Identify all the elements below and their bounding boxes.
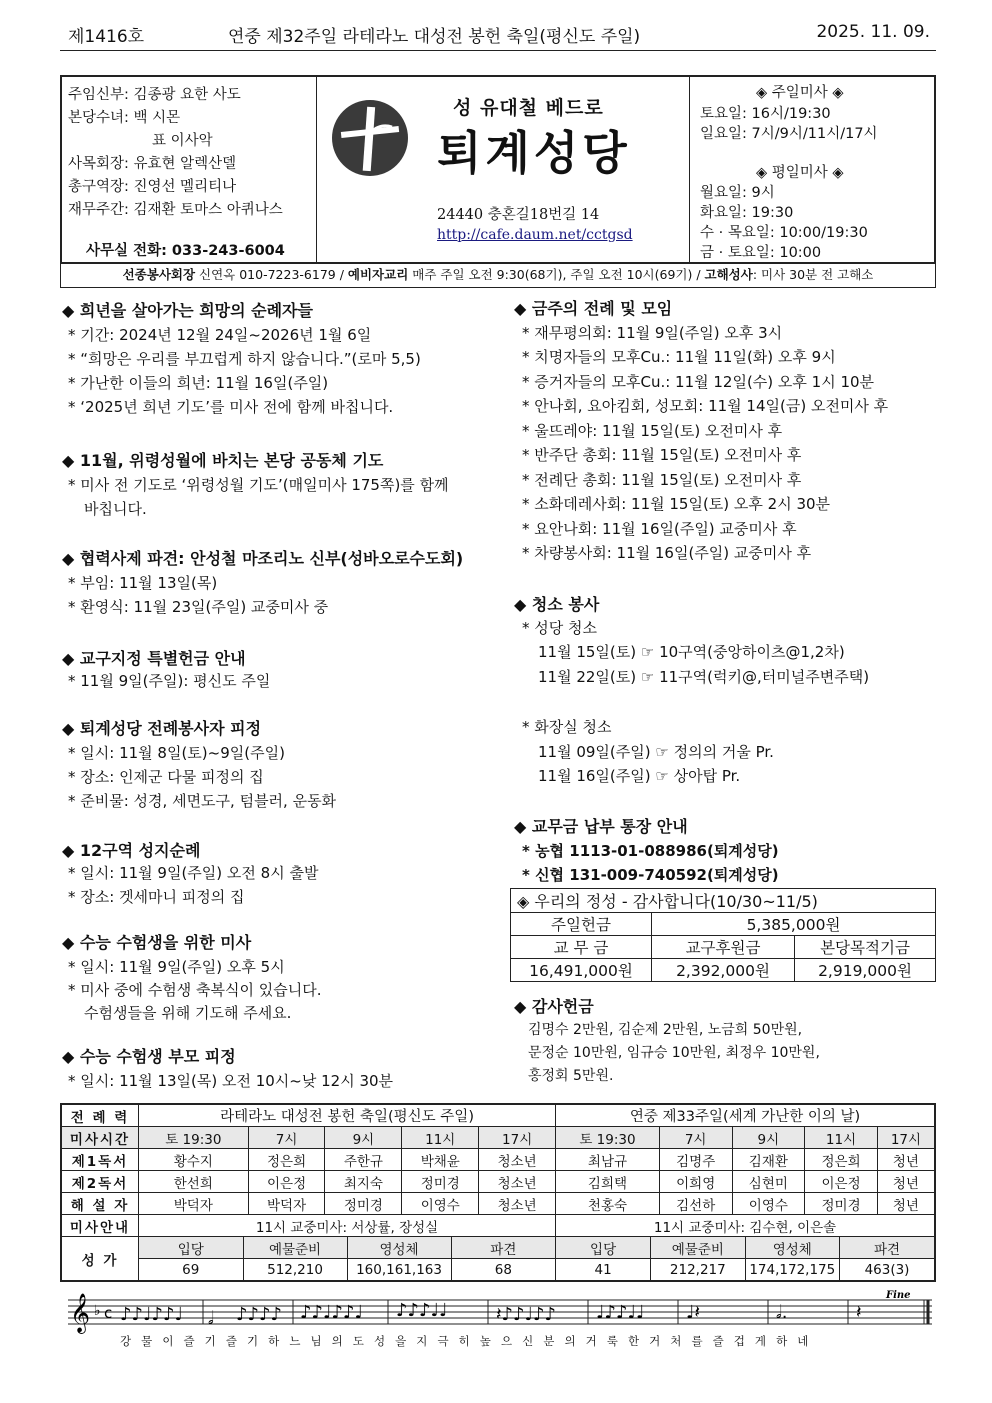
sunday-mass-line: 토요일: 16시/19:30: [700, 106, 831, 122]
hymn-number: 160,161,163: [347, 1259, 451, 1281]
reader-cell: 주한규: [325, 1149, 402, 1171]
sunday-mass-title: ◈ 주일미사 ◈: [756, 85, 844, 101]
reader-cell: 한선희: [139, 1171, 249, 1193]
svg-text:𝅗𝅥: 𝅗𝅥: [208, 1308, 214, 1329]
section-item: * 준비물: 성경, 세면도구, 텀블러, 운동화: [68, 792, 337, 810]
section-title: ◆ 11월, 위령성월에 바치는 본당 공동체 기도: [62, 451, 384, 470]
offering-header: 교 무 금: [511, 936, 652, 959]
section-item: 수험생들을 위해 기도해 주세요.: [84, 1004, 292, 1022]
common-time-icon: c: [104, 1304, 113, 1322]
office-phone: 사무실 전화: 033-243-6004: [86, 243, 285, 259]
section-item: * 일시: 11월 9일(주일) 오전 8시 출발: [68, 864, 319, 882]
section-item: * 장소: 인제군 다물 피정의 집: [68, 768, 264, 786]
hymn-number: 463(3): [840, 1259, 934, 1281]
meeting-item: * 치명자들의 모후Cu.: 11월 11일(화) 오후 9시: [522, 348, 836, 366]
section-title: ◆ 수능 수험생을 위한 미사: [62, 933, 252, 952]
reader-cell: 청소년: [479, 1149, 556, 1171]
reader-cell: 김명주: [659, 1149, 732, 1171]
hymn-head: 입당: [556, 1237, 650, 1259]
thanks-line: 문정순 10만원, 임규승 10만원, 최정우 10만원,: [528, 1045, 820, 1061]
info-text: 매주 주일 오전 9:30(68기), 주일 오전 10시(69기) /: [408, 267, 705, 282]
section-item: * 가난한 이들의 희년: 11월 16일(주일): [68, 374, 329, 392]
meeting-item: * 안나회, 요아킴회, 성모회: 11월 14일(금) 오전미사 후: [522, 397, 889, 415]
commentator-cell: 천홍숙: [556, 1193, 660, 1215]
reader-cell: 심현미: [732, 1171, 805, 1193]
info-text: : 미사 30분 전 고해소: [752, 267, 874, 282]
svg-text:♪♪♩♪♪♩: ♪♪♩♪♪♩: [300, 1302, 363, 1323]
meeting-item: * 증거자들의 모후Cu.: 11월 12일(수) 오후 1시 10분: [522, 373, 875, 391]
meeting-item: * 전례단 총회: 11월 15일(토) 오전미사 후: [522, 471, 802, 489]
svg-text:♪♪♪♩♩: ♪♪♪♩♩: [396, 1300, 448, 1321]
account-title: ◆ 교무금 납부 통장 안내: [514, 817, 688, 836]
reader-cell: 황수지: [139, 1149, 249, 1171]
cleaning-title: ◆ 청소 봉사: [514, 595, 600, 614]
section-title: ◆ 12구역 성지순례: [62, 841, 201, 860]
weekday-mass-line: 월요일: 9시: [700, 185, 775, 201]
meeting-item: * 소화데레사회: 11월 15일(토) 오후 2시 30분: [522, 495, 831, 513]
hymn-number: 41: [556, 1259, 650, 1281]
section-item: * 일시: 11월 9일(주일) 오후 5시: [68, 958, 285, 976]
weekday-mass-line: 수 · 목요일: 10:00/19:30: [700, 225, 868, 241]
mass-time: 토 19:30: [139, 1127, 249, 1149]
parish-patron: 성 유대철 베드로: [453, 97, 604, 119]
mass-time: 토 19:30: [556, 1127, 660, 1149]
mass-time: 17시: [877, 1127, 935, 1149]
hymn-lyrics: 강 물 이 즐 기 즐 기 하 느 님 의 도 성 을 지 극 히 높 으 신 분 의 거 룩 한 거 처 를 즐 겁 게 하 네: [120, 1334, 812, 1348]
commentator-cell: 청소년: [479, 1193, 556, 1215]
mass-time: 7시: [659, 1127, 732, 1149]
offering-sunday-label: 주일헌금: [511, 913, 652, 936]
commentator-cell: 박덕자: [248, 1193, 325, 1215]
mass-time: 9시: [732, 1127, 805, 1149]
mass-time: 7시: [248, 1127, 325, 1149]
row-label: 성 가: [61, 1237, 139, 1282]
section-item: * 일시: 11월 13일(목) 오전 10시~낮 12시 30분: [68, 1072, 394, 1090]
section-title: ◆ 퇴계성당 전례봉사자 피정: [62, 719, 262, 738]
info-label: 선종봉사회장: [122, 267, 196, 282]
parish-address: 24440 충혼길18번길 14: [437, 207, 600, 223]
weekday-mass-title: ◈ 평일미사 ◈: [756, 165, 844, 181]
liturgy-table: [60, 1103, 936, 1282]
offering-table: [510, 888, 936, 982]
info-text: 신연옥 010-7223-6179 /: [195, 267, 348, 282]
hymn-head: 파견: [873, 1241, 901, 1258]
melody-notes: [120, 1300, 862, 1329]
reader-cell: 최지숙: [325, 1171, 402, 1193]
offering-header: 교구후원금: [652, 936, 795, 959]
week1-title: 라테라노 대성전 봉헌 축일(평신도 주일): [139, 1104, 556, 1127]
mass-guide: 11시 교중미사: 김수현, 이은솔: [556, 1215, 935, 1237]
section-title: ◆ 교구지정 특별헌금 안내: [62, 649, 246, 668]
reader-cell: 이은정: [805, 1171, 878, 1193]
hymn-number: 512,210: [243, 1259, 347, 1281]
bulletin-title: 연중 제32주일 라테라노 대성전 봉헌 축일(평신도 주일): [228, 27, 641, 47]
thanks-line: 홍정회 5만원.: [528, 1068, 614, 1084]
thanks-title: ◆ 감사헌금: [514, 997, 594, 1016]
svg-text:♪♪♩♪♪♩: ♪♪♩♪♪♩: [120, 1304, 183, 1325]
info-label: 예비자교리: [347, 267, 409, 282]
parish-cafe-link[interactable]: http://cafe.daum.net/cctgsd: [437, 227, 633, 243]
hymn-head: 예물준비: [243, 1237, 347, 1259]
reader-cell: 최남규: [556, 1149, 660, 1171]
hymn-head: 파견: [490, 1241, 517, 1258]
reader-cell: 김재환: [732, 1149, 805, 1171]
week2-title: 연중 제33주일(세계 가난한 이의 날): [556, 1104, 935, 1127]
parish-masthead: [317, 77, 689, 262]
section-item: * 미사 중에 수험생 축복식이 있습니다.: [68, 981, 322, 999]
commentator-cell: 이영수: [402, 1193, 479, 1215]
hymn-head: 예물준비: [651, 1237, 745, 1259]
section-item: * 11월 9일(주일): 평신도 주일: [68, 672, 271, 690]
announcements-right: [514, 296, 936, 886]
weekday-mass-line: 금 · 토요일: 10:00: [700, 245, 822, 261]
meeting-item: * 차량봉사회: 11월 16일(주일) 교중미사 후: [522, 544, 812, 562]
offering-header: 본당목적기금: [795, 936, 936, 959]
cleaning-item: 11월 15일(토) ☞ 10구역(중앙하이츠@1,2차): [538, 643, 845, 661]
commentator-cell: 박덕자: [139, 1193, 249, 1215]
svg-text:♩♪♪♩♩: ♩♪♪♩♩: [596, 1302, 645, 1323]
section-title: ◆ 수능 수험생 부모 피정: [62, 1047, 236, 1066]
section-item: * 환영식: 11월 23일(주일) 교중미사 중: [68, 598, 329, 616]
svg-text:𝄽♪♪♩♪♪: 𝄽♪♪♩♪♪: [496, 1304, 556, 1325]
thanks-line: 김명수 2만원, 김순제 2만원, 노금희 50만원,: [528, 1022, 803, 1038]
week2-hymns: [556, 1237, 935, 1282]
reader-cell: 이희영: [659, 1171, 732, 1193]
commentator-cell: 정미경: [325, 1193, 402, 1215]
info-bar: [60, 264, 936, 288]
svg-text:𝅗𝅥.: 𝅗𝅥.: [776, 1302, 788, 1323]
parish-name: 퇴계성당: [437, 126, 631, 180]
meetings-title: ◆ 금주의 전례 및 모임: [514, 299, 673, 318]
offering-value: 2,392,000원: [652, 959, 795, 982]
mass-time: 9시: [325, 1127, 402, 1149]
row-label: 제2독서: [61, 1171, 139, 1193]
section-item: * 기간: 2024년 12월 24일~2026년 1월 6일: [68, 326, 372, 344]
fine-mark: Fine: [886, 1290, 911, 1301]
section-item: * 부임: 11월 13일(목): [68, 574, 218, 592]
mass-time: 11시: [805, 1127, 878, 1149]
cleaning-item: 11월 22일(토) ☞ 11구역(럭키@,터미널주변주택): [538, 668, 870, 686]
sunday-mass-line: 일요일: 7시/9시/11시/17시: [700, 126, 878, 142]
section-item: * 일시: 11월 8일(토)~9일(주일): [68, 744, 285, 762]
section-item: * 장소: 겟세마니 피정의 집: [68, 888, 245, 906]
hymn-number: 174,172,175: [745, 1259, 839, 1281]
hymn-head: 영성체: [745, 1237, 839, 1259]
staff-line: 본당수녀: 백 시몬: [68, 110, 181, 126]
reader-cell: 김희택: [556, 1171, 660, 1193]
music-staff: [68, 1288, 934, 1338]
treble-clef-icon: 𝄞: [70, 1293, 91, 1333]
staff-panel: [62, 77, 317, 262]
staff-line: 사목회장: 유효현 알렉산델: [68, 156, 237, 172]
row-label: 미사시간: [61, 1127, 139, 1149]
staff-line: 주임신부: 김종광 요한 사도: [68, 87, 241, 103]
offering-value: 2,919,000원: [795, 959, 936, 982]
church-cleaning-title: * 성당 청소: [522, 619, 597, 637]
row-label: 전 례 력: [61, 1104, 139, 1127]
hymn-number: 68: [451, 1259, 555, 1281]
reader-cell: 정은희: [805, 1149, 878, 1171]
reader-cell: 정은희: [248, 1149, 325, 1171]
section-item: 바칩니다.: [84, 500, 147, 518]
row-label: 해 설 자: [61, 1193, 139, 1215]
staff-line: 표 이사악: [152, 133, 213, 149]
staff-line: 재무주간: 김재환 토마스 아퀴나스: [68, 202, 283, 218]
svg-text:♪♪♪♪: ♪♪♪♪: [236, 1304, 282, 1325]
commentator-cell: 이영수: [732, 1193, 805, 1215]
weekday-mass-line: 화요일: 19:30: [700, 205, 794, 221]
account-item: * 신협 131-009-740592(퇴계성당): [522, 866, 779, 884]
section-title: ◆ 협력사제 파견: 안성철 마조리노 신부(성바오로수도회): [62, 549, 464, 568]
commentator-cell: 김선하: [659, 1193, 732, 1215]
hymn-head: 입당: [139, 1237, 243, 1259]
section-item: * “희망은 우리를 부끄럽게 하지 않습니다.”(로마 5,5): [68, 350, 421, 368]
section-item: * 미사 전 기도로 ‘위령성월 기도’(매일미사 175쪽)를 함께: [68, 476, 449, 494]
mass-time: 17시: [479, 1127, 556, 1149]
hymn-number: 212,217: [651, 1259, 745, 1281]
flat-icon: ♭: [94, 1303, 101, 1319]
reader-cell: 이은정: [248, 1171, 325, 1193]
row-label: 미사안내: [61, 1215, 139, 1237]
crucifix-logo-icon: [331, 99, 409, 177]
bulletin-date: 2025. 11. 09.: [816, 22, 930, 42]
account-item: * 농협 1113-01-088986(퇴계성당): [522, 842, 779, 860]
mass-time: 11시: [402, 1127, 479, 1149]
reader-cell: 청소년: [479, 1171, 556, 1193]
hymn-head: 영성체: [347, 1237, 451, 1259]
svg-text:♩𝄽: ♩𝄽: [686, 1302, 700, 1323]
thanks-offering: [514, 994, 936, 1084]
mass-guide: 11시 교중미사: 서상률, 장성실: [139, 1215, 556, 1237]
offering-value: 16,491,000원: [511, 959, 652, 982]
hymn-number: 69: [139, 1259, 243, 1281]
meeting-item: * 요안나회: 11월 16일(주일) 교중미사 후: [522, 520, 797, 538]
week1-hymns: [139, 1237, 556, 1282]
bulletin-header: [60, 22, 936, 48]
section-item: * ‘2025년 희년 기도’를 미사 전에 함께 바칩니다.: [68, 398, 394, 416]
reader-cell: 박채윤: [402, 1149, 479, 1171]
commentator-cell: 청년: [877, 1193, 935, 1215]
reader-cell: 청년: [877, 1149, 935, 1171]
cleaning-item: 11월 16일(주일) ☞ 상아탑 Pr.: [538, 767, 741, 785]
info-label: 고해성사: [704, 267, 753, 282]
header-rule: [60, 50, 936, 51]
issue-number: 제1416호: [68, 27, 145, 47]
mass-times-panel: [689, 77, 935, 262]
staff-line: 총구역장: 진영선 멜리티나: [68, 179, 237, 195]
cleaning-item: 11월 09일(주일) ☞ 정의의 거울 Pr.: [538, 743, 774, 761]
svg-text:𝄽: 𝄽: [856, 1302, 862, 1323]
reader-cell: 청년: [877, 1171, 935, 1193]
commentator-cell: 정미경: [805, 1193, 878, 1215]
meeting-item: * 울뜨레야: 11월 15일(토) 오전미사 후: [522, 422, 783, 440]
announcements-left: [62, 298, 502, 1098]
offering-title: ◈ 우리의 정성 - 감사합니다(10/30~11/5): [511, 889, 936, 913]
meeting-item: * 반주단 총회: 11월 15일(토) 오전미사 후: [522, 446, 802, 464]
section-title: ◆ 희년을 살아가는 희망의 순례자들: [62, 301, 313, 320]
restroom-cleaning-title: * 화장실 청소: [522, 718, 612, 736]
reader-cell: 정미경: [402, 1171, 479, 1193]
offering-sunday-value: 5,385,000원: [652, 913, 936, 936]
meeting-item: * 재무평의회: 11월 9일(주일) 오후 3시: [522, 324, 783, 342]
row-label: 제1독서: [61, 1149, 139, 1171]
